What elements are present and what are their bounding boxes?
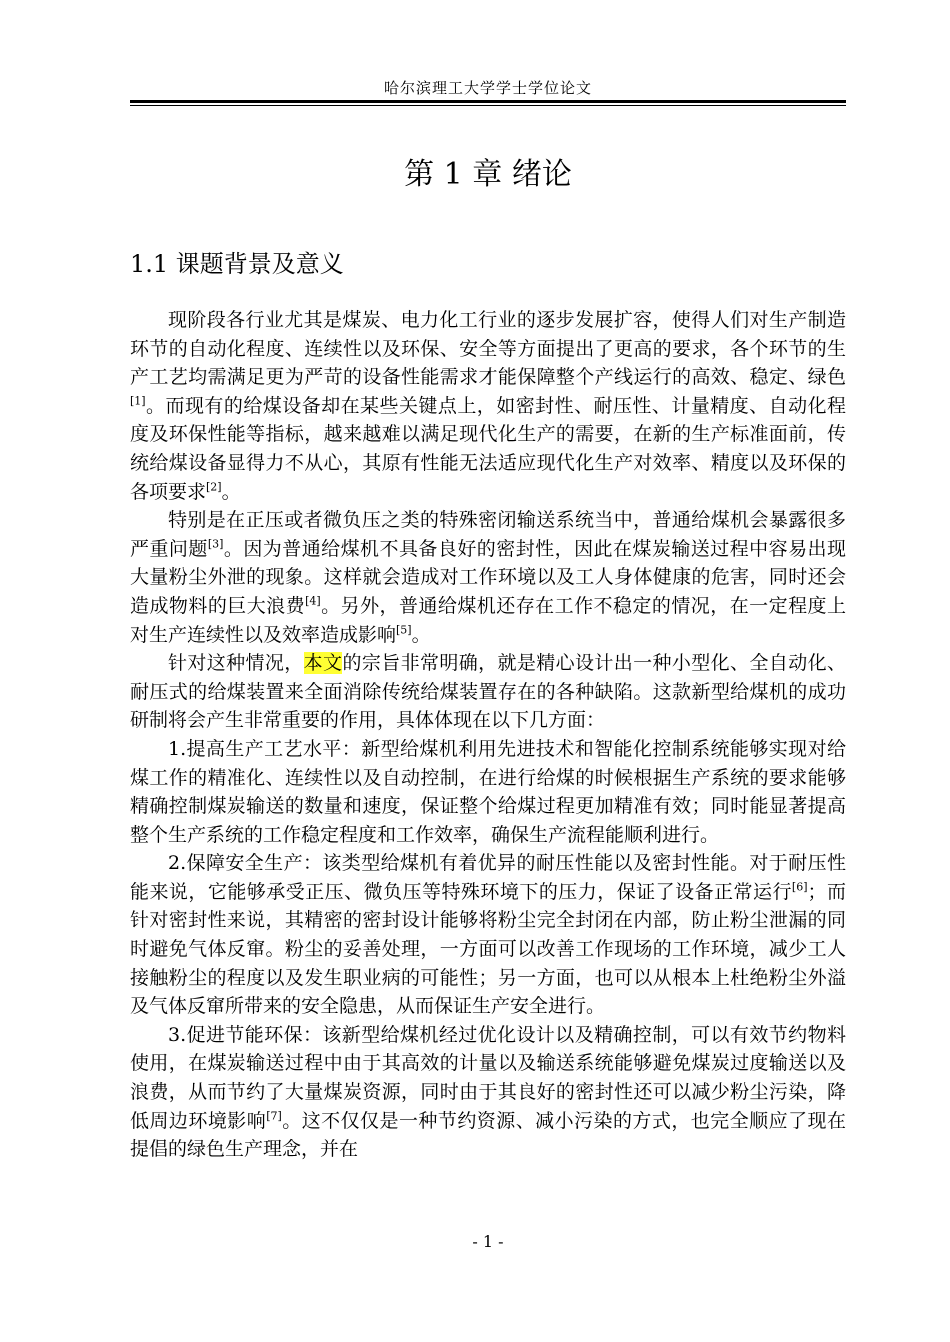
paragraph-5: 2.保障安全生产：该类型给煤机有着优异的耐压性能以及密封性能。对于耐压性能来说，它能够承受正压、微负压等特殊环境下的压力，保证了设备正常运行[6]；而针对密封性来说，其精密的密封设计能够将粉尘完全封闭在内部，防止粉尘泄漏的同时避免气体反窜。粉尘的妥善处理，一方面可以改善工作现场的工作环境，减少工人接触粉尘的程度以及发生职业病的可能性；另一方面，也可以从根本上杜绝粉尘外溢及气体反窜所带来的安全隐患，从而保证生产安全进行。 bbox=[130, 852, 846, 1018]
page-number: - 1 - bbox=[472, 1232, 504, 1251]
citation: [2] bbox=[206, 480, 222, 494]
paragraph-6: 3.促进节能环保：该新型给煤机经过优化设计以及精确控制，可以有效节约物料使用，在煤炭输送过程中由于其高效的计量以及输送系统能够避免煤炭过度输送以及浪费，从而节约了大量煤炭资源，同时由于其良好的密封性还可以减少粉尘污染，降低周边环境影响[7]。这不仅仅是一种节约资源、减小污染的方式，也完全顺应了现在提倡的绿色生产理念，并在 bbox=[130, 1023, 846, 1161]
header-rule-thick bbox=[130, 100, 846, 103]
citation: [5] bbox=[396, 623, 412, 637]
citation: [4] bbox=[305, 594, 321, 608]
citation: [1] bbox=[130, 394, 146, 408]
citation: [3] bbox=[207, 537, 224, 551]
header-rule-thin bbox=[130, 105, 846, 106]
citation: [6] bbox=[791, 880, 808, 894]
citation: [7] bbox=[266, 1109, 282, 1123]
body-text bbox=[130, 306, 846, 1164]
running-header: 哈尔滨理工大学学士学位论文 bbox=[383, 79, 592, 97]
paragraph-1: 现阶段各行业尤其是煤炭、电力化工行业的逐步发展扩容，使得人们对生产制造环节的自动化程度、连续性以及环保、安全等方面提出了更高的要求，各个环节的生产工艺均需满足更为严苛的设备性能需求才能保障整个产线运行的高效、稳定、绿色[1]。而现有的给煤设备却在某些关键点上，如密封性、耐压性、计量精度、自动化程度及环保性能等指标，越来越难以满足现代化生产的需要，在新的生产标准面前，传统给煤设备显得力不从心，其原有性能无法适应现代化生产对效率、精度以及环保的各项要求[2]。 bbox=[130, 309, 846, 503]
section-title: 1.1 课题背景及意义 bbox=[130, 250, 344, 278]
chapter-title: 第 1 章 绪论 bbox=[404, 157, 572, 192]
highlighted-text: 本文 bbox=[303, 652, 343, 675]
paragraph-2: 特别是在正压或者微负压之类的特殊密闭输送系统当中，普通给煤机会暴露很多严重问题[3]。因为普通给煤机不具备良好的密封性，因此在煤炭输送过程中容易出现大量粉尘外泄的现象。这样就会造成对工作环境以及工人身体健康的危害，同时还会造成物料的巨大浪费[4]。另外，普通给煤机还存在工作不稳定的情况，在一定程度上对生产连续性以及效率造成影响[5]。 bbox=[130, 509, 846, 646]
paragraph-3: 针对这种情况，本文的宗旨非常明确，就是精心设计出一种小型化、全自动化、耐压式的给煤装置来全面消除传统给煤装置存在的各种缺陷。这款新型给煤机的成功研制将会产生非常重要的作用，具体体现在以下几方面： bbox=[130, 652, 846, 732]
paragraph-4: 1.提高生产工艺水平：新型给煤机利用先进技术和智能化控制系统能够实现对给煤工作的精准化、连续性以及自动控制，在进行给煤的时候根据生产系统的要求能够精确控制煤炭输送的数量和速度，保证整个给煤过程更加精准有效；同时能显著提高整个生产系统的工作稳定程度和工作效率，确保生产流程能顺利进行。 bbox=[130, 737, 846, 846]
